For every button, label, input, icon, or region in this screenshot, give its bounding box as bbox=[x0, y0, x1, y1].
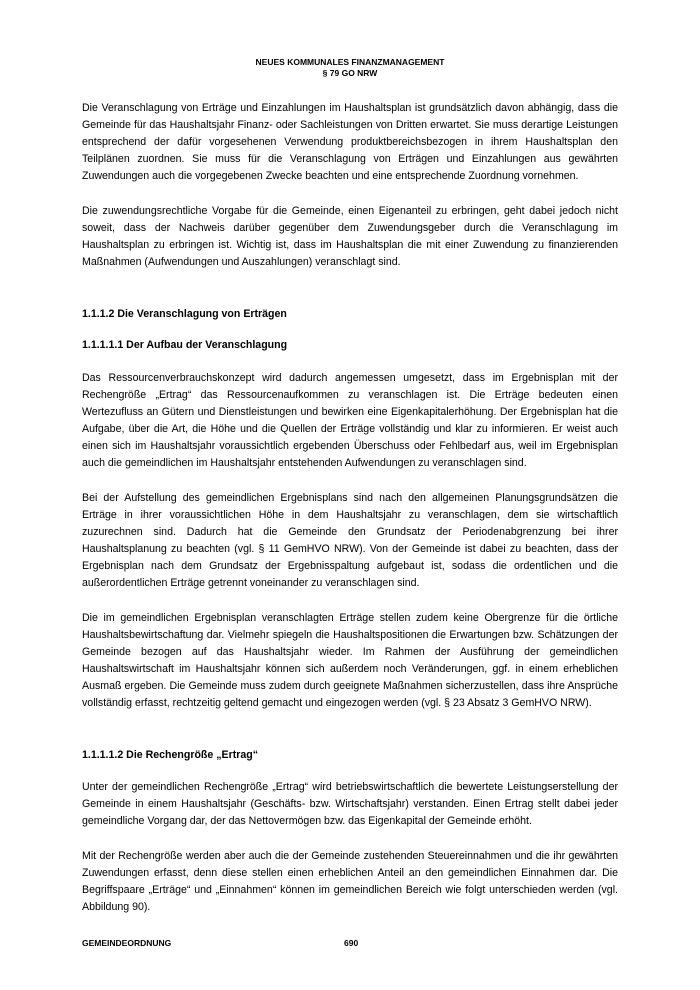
paragraph-2: Die zuwendungsrechtliche Vorgabe für die Gemeinde, einen Eigenanteil zu erbringen, geht dabei jedoch nicht soweit, dass der Nachweis darüber gegenüber dem Zuwendungsgeber durch die Veranschlagung im Haushaltsplan zu erbringen ist. Wichtig ist, dass im Haushaltsplan die mit einer Zuwendung zu finanzierenden Maßnahmen (Aufwendungen und Auszahlungen) veranschlagt sind. bbox=[82, 205, 618, 268]
footer-label: GEMEINDEORDNUNG bbox=[82, 938, 172, 948]
paragraph-5: Die im gemeindlichen Ergebnisplan veranschlagten Erträge stellen zudem keine Obergrenze für die örtliche Haushaltsbewirtschaftung dar. Vielmehr spiegeln die Haushaltspositionen die Erwartungen bzw. Schätzungen der Gemeinde bezogen auf das Haushaltsjahr wieder. Im Rahmen der Ausführung der gemeindlichen Haushaltswirtschaft im Haushaltsjahr können sich außerdem noch Veränderungen, ggf. in einem erheblichen Ausmaß ergeben. Die Gemeinde muss zudem durch geeignete Maßnahmen sicherzustellen, dass ihre Ansprüche vollständig erfasst, rechtzeitig geltend gemacht und eingezogen werden (vgl. § 23 Absatz 3 GemHVO NRW). bbox=[82, 612, 618, 709]
paragraph-7: Mit der Rechengröße werden aber auch die der Gemeinde zustehenden Steuereinnahmen und die ihr gewährten Zuwendungen erfasst, denn diese stellen einen erheblichen Anteil an den gemeindlichen Einnahmen dar. Die Begriffspaare „Erträge“ und „Einnahmen“ können im gemeindlichen Bereich wie folgt unterschieden werden (vgl. Abbildung 90). bbox=[82, 850, 618, 913]
paragraph-3: Das Ressourcenverbrauchskonzept wird dadurch angemessen umgesetzt, dass im Ergebnisplan mit der Rechengröße „Ertrag“ das Ressourcenaufkommen zu veranschlagen ist. Die Erträge bedeuten einen Wertezufluss an Gütern und Dienstleistungen und bewirken eine Eigenkapitalerhöhung. Der Ergebnisplan hat die Aufgabe, über die Art, die Höhe und die Quellen der Erträge vollständig und klar zu informieren. Er weist auch einen sich im Haushaltsjahr voraussichtlich ergebenden Überschuss oder Fehlbedarf aus, weil im Ergebnisplan auch die gemeindlichen im Haushaltsjahr entstehenden Aufwendungen zu veranschlagen sind. bbox=[82, 372, 618, 469]
paragraph-4: Bei der Aufstellung des gemeindlichen Ergebnisplans sind nach den allgemeinen Planungsgrundsätzen die Erträge in ihrer voraussichtlichen Höhe in dem Haushaltsjahr zu veranschlagen, dem sie wirtschaftlich zuzurechnen sind. Dadurch hat die Gemeinde den Grundsatz der Periodenabgrenzung bei ihrer Haushaltsplanung zu beachten (vgl. § 11 GemHVO NRW). Von der Gemeinde ist dabei zu beachten, dass der Ergebnisplan nach dem Grundsatz der Ergebnisspaltung aufgebaut ist, sodass die ordentlichen und die außerordentlichen Erträge getrennt voneinander zu veranschlagen sind. bbox=[82, 492, 618, 589]
paragraph-1: Die Veranschlagung von Erträge und Einzahlungen im Haushaltsplan ist grundsätzlich davon abhängig, dass die Gemeinde für das Haushaltsjahr Finanz- oder Sachleistungen von Dritten erwartet. Sie muss derartige Leistungen entsprechend der dafür vorgesehenen Verwendung produktbereichsbezogen in ihrem Haushaltsplan den Teilplänen zuordnen. Sie muss für die Veranschlagung von Erträgen und Einzahlungen aus gewährten Zuwendungen auch die vorgegebenen Zwecke beachten und eine entsprechende Zuordnung vornehmen. bbox=[82, 102, 618, 182]
section-heading-1-1-1-2: 1.1.1.2 Die Veranschlagung von Erträgen bbox=[82, 308, 287, 320]
page-header bbox=[0, 57, 700, 79]
section-heading-1-1-1-1-1: 1.1.1.1.1 Der Aufbau der Veranschlagung bbox=[82, 339, 288, 351]
header-title: NEUES KOMMUNALES FINANZMANAGEMENT bbox=[255, 57, 445, 67]
section-heading-1-1-1-1-2: 1.1.1.1.2 Die Rechengröße „Ertrag“ bbox=[82, 749, 259, 761]
page-body bbox=[82, 100, 618, 916]
page-number: 690 bbox=[344, 938, 359, 948]
paragraph-6: Unter der gemeindlichen Rechengröße „Ertrag“ wird betriebswirtschaftlich die bewertete Leistungserstellung der Gemeinde in einem Haushaltsjahr (Geschäfts- bzw. Wirtschaftsjahr) verstanden. Einen Ertrag stellt dabei jeder gemeindliche Vorgang dar, der das Nettovermögen bzw. das Eigenkapital der Gemeinde erhöht. bbox=[82, 781, 618, 827]
page-footer bbox=[82, 938, 618, 950]
header-section: § 79 GO NRW bbox=[322, 68, 378, 78]
